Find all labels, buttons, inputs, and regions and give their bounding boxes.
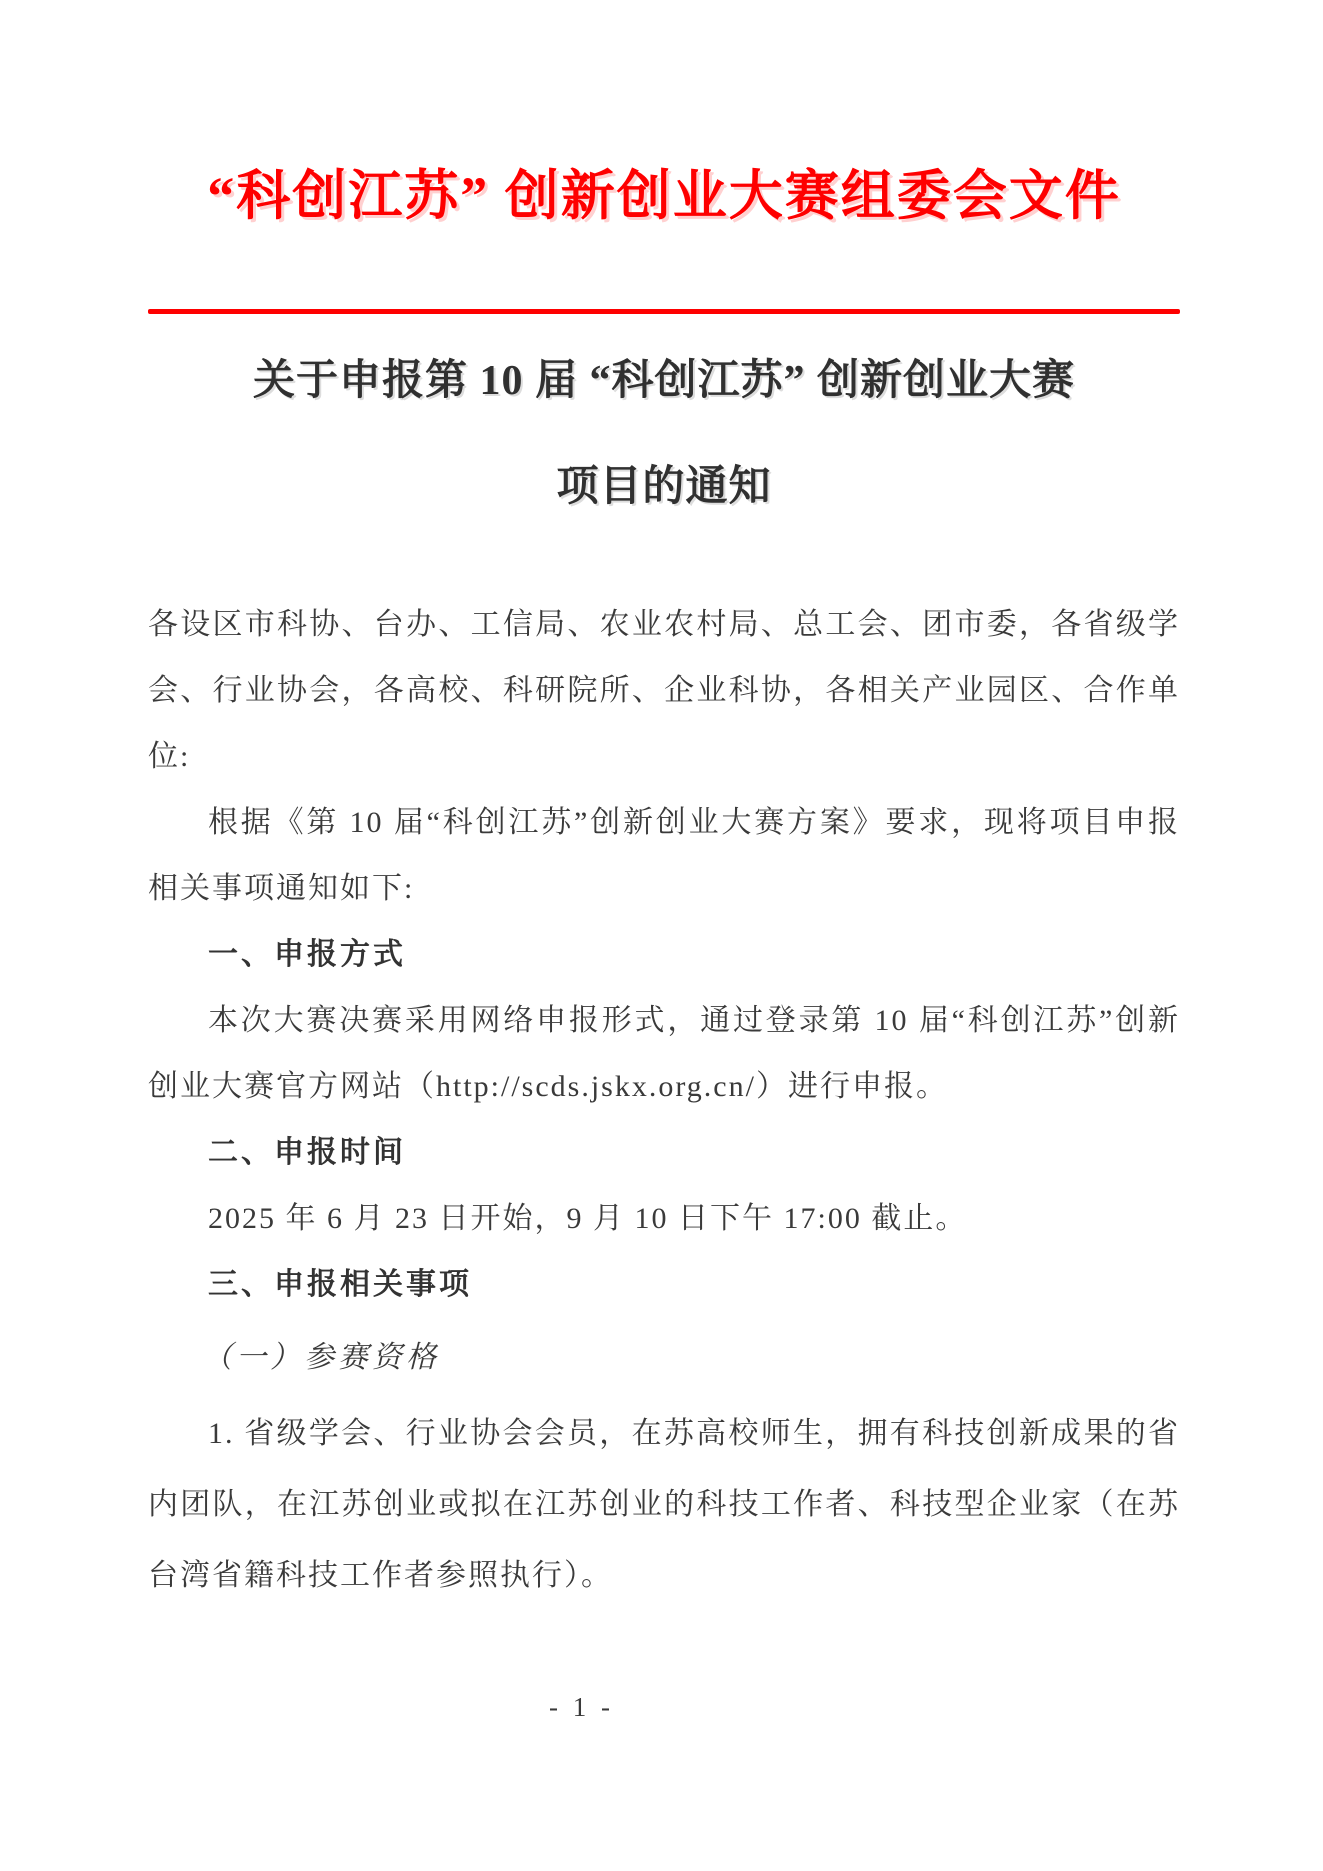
- section-heading-application-time: 二、申报时间: [208, 1136, 406, 1169]
- document-body: [148, 592, 1180, 1611]
- section-heading-application-method: 一、申报方式: [208, 938, 406, 971]
- section-heading-related-matters: 三、申报相关事项: [208, 1268, 472, 1301]
- paragraph-application-method: 本次大赛决赛采用网络申报形式，通过登录第 10 届“科创江苏”创新创业大赛官方网站（http://scds.jskx.org.cn/）进行申报。: [148, 1004, 1180, 1103]
- page-number: - 1 -: [549, 1692, 614, 1722]
- paragraph-intro: 根据《第 10 届“科创江苏”创新创业大赛方案》要求，现将项目申报相关事项通知如下:: [148, 806, 1180, 905]
- paragraph-eligibility-item-1: 1. 省级学会、行业协会会员，在苏高校师生，拥有科技创新成果的省内团队，在江苏创业或拟在江苏创业的科技工作者、科技型企业家（在苏台湾省籍科技工作者参照执行）。: [148, 1417, 1180, 1592]
- paragraph-recipients: 各设区市科协、台办、工信局、农业农村局、总工会、团市委，各省级学会、行业协会，各高校、科研院所、企业科协，各相关产业园区、合作单位:: [148, 608, 1180, 773]
- document-title: [148, 328, 1180, 540]
- red-divider-line: [148, 309, 1180, 314]
- title-line-2: 项目的通知: [556, 464, 772, 510]
- paragraph-application-time: 2025 年 6 月 23 日开始，9 月 10 日下午 17:00 截止。: [208, 1202, 968, 1235]
- subsection-heading-eligibility: （一）参赛资格: [202, 1341, 440, 1374]
- title-line-1: 关于申报第 10 届 “科创江苏” 创新创业大赛: [252, 358, 1075, 404]
- red-letterhead-banner: “科创江苏” 创新创业大赛组委会文件: [207, 166, 1121, 226]
